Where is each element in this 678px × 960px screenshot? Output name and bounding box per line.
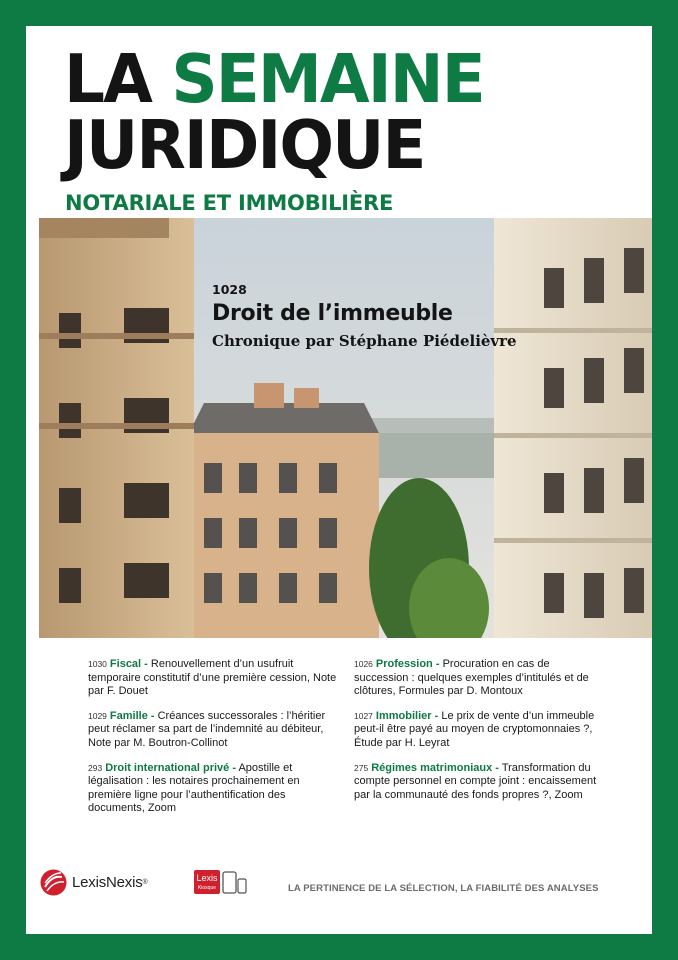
kiosque-label-bottom: Kiosque: [197, 885, 217, 891]
tagline: LA PERTINENCE DE LA SÉLECTION, LA FIABILITÉ DES ANALYSES: [288, 883, 599, 894]
toc-item-number: 275: [354, 762, 369, 773]
toc-item-text: Le prix de vente d’un immeuble peut-il être payé au moyen de cryptomonnaies ?, Étude par H. Leyrat: [354, 709, 595, 749]
feature-number: 1028: [212, 282, 247, 297]
lexisnexis-logo-icon: [40, 869, 67, 896]
toc-item-category: Famille -: [109, 709, 155, 722]
toc-item-text: Apostille et légalisation : les notaires prochainement en première ligne pour l’authentification des documents, Zoom: [88, 761, 300, 815]
toc-right-column: [354, 658, 604, 813]
toc-item-category: Profession -: [375, 658, 440, 670]
kiosque-label-top: Lexis: [196, 873, 218, 883]
toc-item-number: 1030: [88, 659, 107, 669]
toc-item-number: 1029: [88, 710, 107, 721]
toc-item[interactable]: [88, 762, 340, 816]
feature-subtitle: Chronique par Stéphane Piédelièvre: [212, 332, 517, 350]
masthead-semaine: SEMAINE: [171, 40, 484, 118]
toc-item-number: 293: [88, 762, 103, 773]
toc-item-text: Transformation du compte personnel en compte joint : encaissement par la communauté des fonds propres ?, Zoom: [354, 761, 597, 801]
toc-item-text: Renouvellement d’un usufruit temporaire constitutif d’une première cession, Note par F. Douet: [88, 658, 337, 698]
masthead-la: LA: [64, 40, 151, 118]
brand-name: LexisNexis: [72, 874, 143, 891]
toc-item-text: Procuration en cas de succession : quelques exemples d’intitulés et de clôtures, Formules par D. Montoux: [354, 658, 589, 698]
toc-item-category: Immobilier -: [375, 709, 439, 722]
cover-photo: [39, 218, 652, 638]
lexis-kiosque-logo[interactable]: [194, 869, 248, 897]
lexis-kiosque-icon: [194, 869, 248, 897]
toc-item-number: 1027: [354, 710, 373, 721]
tablet-icon: [223, 872, 236, 893]
masthead-title-line-1: [64, 40, 484, 118]
feature-article[interactable]: [212, 282, 517, 350]
masthead-juridique: JURIDIQUE: [64, 106, 425, 184]
toc-item[interactable]: [88, 658, 340, 699]
feature-title: Droit de l’immeuble: [212, 301, 453, 326]
edition-title: NOTARIALE ET IMMOBILIÈRE: [65, 191, 394, 215]
toc-item[interactable]: [88, 710, 340, 751]
toc-item-category: Droit international privé -: [105, 761, 236, 774]
toc-item[interactable]: [354, 710, 604, 751]
phone-icon: [238, 879, 246, 893]
toc-item[interactable]: [354, 762, 604, 803]
toc-item-category: Régimes matrimoniaux -: [371, 761, 499, 774]
toc-item[interactable]: [354, 658, 604, 699]
toc-left-column: [88, 658, 340, 827]
toc-item-category: Fiscal -: [109, 658, 148, 670]
lexisnexis-logo[interactable]: [40, 869, 148, 896]
toc-item-text: Créances successorales : l’héritier peut réclamer sa part de l’indemnité au débiteur, Note par M. Boutron-Collinot: [88, 709, 326, 749]
toc-item-number: 1026: [354, 659, 373, 669]
paris-street-illustration: [39, 218, 652, 638]
registered-mark: ®: [142, 879, 148, 886]
